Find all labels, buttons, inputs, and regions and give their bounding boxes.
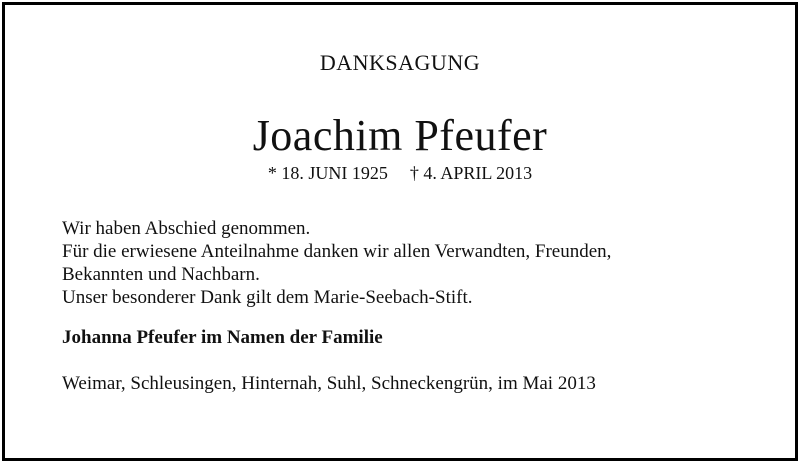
thank-you-message — [62, 217, 611, 309]
message-line: Unser besonderer Dank gilt dem Marie-Seebach-Stift. — [62, 287, 473, 308]
message-line: Bekannten und Nachbarn. — [62, 264, 260, 285]
family-signature: Johanna Pfeufer im Namen der Familie — [62, 327, 383, 348]
death-date: † 4. APRIL 2013 — [409, 163, 533, 183]
deceased-name: Joachim Pfeufer — [252, 111, 548, 160]
message-line: Wir haben Abschied genommen. — [62, 218, 311, 239]
life-dates — [0, 163, 800, 184]
birth-date: * 18. JUNI 1925 — [267, 163, 388, 183]
place-and-date: Weimar, Schleusingen, Hinternah, Suhl, Schneckengrün, im Mai 2013 — [62, 373, 596, 394]
message-line: Für die erwiesene Anteilnahme danken wir allen Verwandten, Freunden, — [62, 241, 612, 262]
notice-heading: DANKSAGUNG — [319, 50, 481, 75]
